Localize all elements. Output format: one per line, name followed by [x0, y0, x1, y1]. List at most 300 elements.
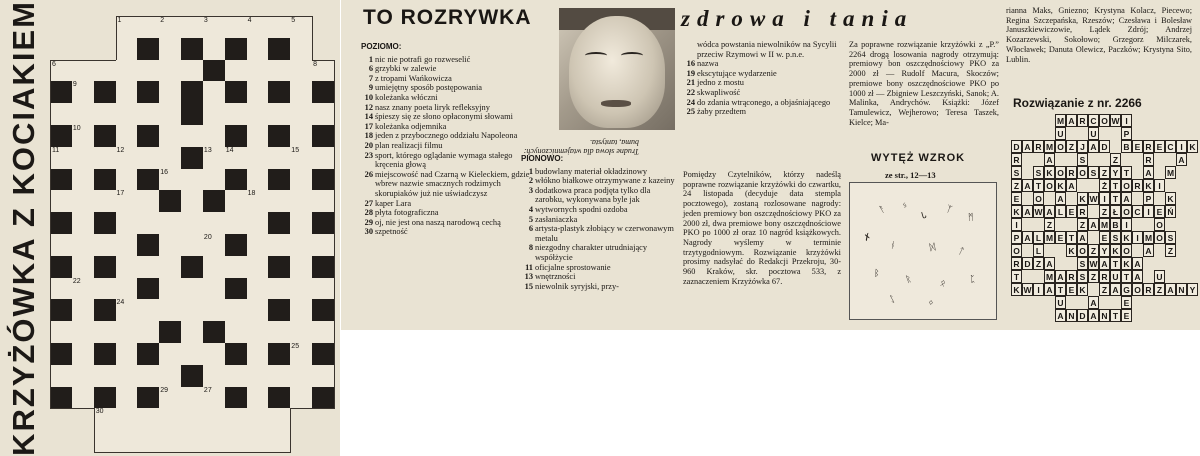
solution-cell: A — [1022, 205, 1033, 218]
solution-cell: N — [1066, 309, 1077, 322]
white-cell — [181, 169, 204, 192]
clue-number: 14 — [364, 112, 373, 122]
black-cell — [181, 38, 204, 61]
solution-cell: C — [1132, 205, 1143, 218]
solution-cell: K — [1044, 166, 1055, 179]
white-cell — [72, 278, 95, 301]
white-cell — [159, 408, 182, 431]
cell-number: 18 — [247, 190, 256, 198]
white-cell — [203, 299, 226, 322]
clue-number: 16 — [686, 59, 695, 69]
clues-page — [341, 0, 1200, 330]
clue-text: artysta-plastyk złobiący w czerwonawym metalu — [535, 224, 674, 243]
clue-number: 28 — [364, 208, 373, 218]
solution-cell: I — [1143, 205, 1154, 218]
black-cell — [50, 256, 73, 279]
white-cell — [181, 387, 204, 410]
white-cell — [72, 81, 95, 104]
solution-grid — [1011, 114, 1196, 326]
clue-item — [683, 107, 843, 117]
white-cell — [116, 365, 139, 388]
solution-cell: K — [1077, 192, 1088, 205]
white-cell — [159, 103, 182, 126]
solution-cell: O — [1077, 166, 1088, 179]
white-cell — [290, 38, 313, 61]
white-cell — [312, 234, 335, 257]
clue-number: 15 — [524, 281, 533, 291]
white-cell — [159, 387, 182, 410]
black-cell — [50, 81, 73, 104]
white-cell — [247, 408, 270, 431]
white-cell — [203, 38, 226, 61]
clue-number: 4 — [528, 204, 533, 214]
black-cell — [268, 299, 291, 322]
black-cell — [268, 169, 291, 192]
black-cell — [312, 81, 335, 104]
solution-cell: G — [1121, 283, 1132, 296]
solution-cell: K — [1077, 283, 1088, 296]
white-cell — [268, 321, 291, 344]
solution-cell: T — [1121, 166, 1132, 179]
white-cell — [137, 408, 160, 431]
solution-cell: T — [1110, 192, 1121, 205]
solution-cell: O — [1055, 166, 1066, 179]
white-cell — [247, 365, 270, 388]
black-cell — [181, 256, 204, 279]
white-cell — [72, 212, 95, 235]
solution-cell: A — [1044, 257, 1055, 270]
pionowo-list — [521, 167, 677, 292]
solution-cell: M — [1100, 220, 1109, 230]
white-cell — [72, 190, 95, 213]
clue-item — [361, 74, 531, 84]
black-cell — [225, 125, 248, 148]
solution-cell: A — [1132, 257, 1143, 270]
white-cell — [203, 387, 226, 410]
solution-cell: K — [1121, 257, 1132, 270]
solution-cell: T — [1110, 179, 1121, 192]
white-cell — [159, 38, 182, 61]
solution-cell: O — [1154, 218, 1165, 231]
clue-number: 10 — [364, 92, 373, 102]
solution-cell: E — [1121, 309, 1132, 322]
white-cell — [247, 81, 270, 104]
solution-cell: I — [1011, 218, 1022, 231]
cell-number: 11 — [52, 146, 60, 154]
puzzle-glyph: ᛟ — [938, 278, 947, 290]
puzzle-glyph: ᛗ — [967, 212, 974, 224]
solution-cell: Y — [1099, 244, 1110, 257]
clue-text: budowlany materiał okładzinowy — [535, 166, 648, 176]
clue-number: 2 — [528, 176, 533, 186]
solution-cell: T — [1121, 270, 1132, 283]
white-cell — [116, 321, 139, 344]
white-cell — [72, 365, 95, 388]
clue-text: dodatkowa praca podjęta tylko dla zarobku, wykonywana byle jak — [535, 185, 651, 205]
white-cell — [268, 103, 291, 126]
white-cell — [116, 190, 139, 213]
solution-cell: O — [1121, 244, 1132, 257]
clue-item — [361, 218, 531, 228]
clue-text: wytwornych spodni ozdoba — [535, 204, 628, 214]
white-cell — [137, 16, 160, 39]
cell-number: 16 — [160, 168, 169, 176]
clue-item — [683, 78, 843, 88]
clue-text: oficjalne sprostowanie — [535, 262, 611, 272]
white-cell — [247, 190, 270, 213]
solution-cell: R — [1143, 140, 1154, 153]
white-cell — [116, 430, 139, 453]
white-cell — [290, 299, 313, 322]
solution-cell: M — [1045, 142, 1054, 152]
white-cell — [312, 190, 335, 213]
cell-number: 5 — [291, 17, 296, 24]
white-cell — [94, 365, 117, 388]
solution-cell: B — [1121, 140, 1132, 153]
white-cell — [94, 278, 117, 301]
white-cell — [312, 147, 335, 170]
solution-cell: D — [1099, 140, 1110, 153]
cell-number: 17 — [116, 190, 125, 198]
solution-cell: A — [1022, 231, 1033, 244]
clue-number: 29 — [364, 217, 373, 227]
clue-text: kaper Lara — [375, 198, 412, 208]
pionowo-label: PIONOWO: — [521, 154, 564, 163]
solution-cell: O — [1055, 140, 1066, 153]
white-cell — [290, 234, 313, 257]
white-cell — [290, 147, 313, 170]
white-cell — [225, 212, 248, 235]
solution-cell: K — [1011, 205, 1022, 218]
solution-cell: A — [1077, 231, 1088, 244]
solution-cell: S — [1165, 231, 1176, 244]
white-cell — [94, 234, 117, 257]
white-cell — [203, 430, 226, 453]
white-cell — [72, 60, 95, 83]
clue-text: nasz znany poeta liryk refleksyjny — [375, 102, 490, 112]
clue-item — [361, 112, 531, 122]
solution-cell: W — [1111, 116, 1120, 126]
clue-number: 8 — [528, 243, 533, 253]
clue-number: 22 — [686, 87, 695, 97]
solution-cell: Z — [1011, 179, 1022, 192]
white-cell — [203, 256, 226, 279]
clue-text: koleżanka odjemnika — [375, 121, 447, 131]
solution-cell: M — [1045, 233, 1054, 243]
white-cell — [203, 169, 226, 192]
puzzle-glyph: ᛒ — [873, 268, 880, 280]
cell-number: 13 — [203, 146, 212, 154]
solution-cell: I — [1132, 231, 1143, 244]
black-cell — [268, 212, 291, 235]
white-cell — [247, 103, 270, 126]
wytez-wzrok-subtitle: ze str., 12—13 — [885, 170, 936, 180]
solution-cell: K — [1143, 179, 1154, 192]
white-cell — [247, 169, 270, 192]
black-cell — [312, 212, 335, 235]
clue-text: miejscowość nad Czarną w Kieleckiem, gdzie wbrew nazwie smacznych rodzimych skorupiaków już nie uświadczysz — [375, 169, 530, 198]
clue-number: 5 — [528, 214, 533, 224]
clue-text: wnętrzności — [535, 272, 576, 282]
solution-cell: O — [1099, 114, 1110, 127]
white-cell — [116, 256, 139, 279]
clue-text: nazwa — [697, 59, 719, 69]
black-cell — [50, 169, 73, 192]
white-cell — [181, 299, 204, 322]
crossword-title — [4, 0, 44, 456]
white-cell — [247, 343, 270, 366]
white-cell — [116, 278, 139, 301]
solution-cell: I — [1121, 114, 1132, 127]
crossword-page — [0, 0, 340, 456]
white-cell — [116, 387, 139, 410]
solution-cell: A — [1022, 179, 1033, 192]
solution-cell: U — [1055, 296, 1066, 309]
solution-cell: K — [1055, 179, 1066, 192]
solution-cell: S — [1033, 166, 1044, 179]
solution-cell: T — [1110, 309, 1121, 322]
solution-cell: R — [1011, 153, 1022, 166]
solution-cell: Y — [1187, 283, 1198, 296]
solution-cell: S — [1077, 257, 1088, 270]
white-cell — [72, 256, 95, 279]
solution-cell: A — [1044, 153, 1055, 166]
kitten-photo — [559, 8, 675, 130]
white-cell — [159, 365, 182, 388]
black-cell — [159, 321, 182, 344]
solution-cell: R — [1143, 283, 1154, 296]
solution-cell: Z — [1088, 270, 1099, 283]
white-cell — [247, 299, 270, 322]
black-cell — [137, 38, 160, 61]
clue-number: 13 — [524, 272, 533, 282]
clue-number: 17 — [364, 121, 373, 131]
white-cell — [290, 212, 313, 235]
white-cell — [225, 190, 248, 213]
puzzle-glyph: ᛞ — [929, 242, 937, 254]
white-cell — [290, 321, 313, 344]
white-cell — [225, 299, 248, 322]
black-cell — [181, 365, 204, 388]
white-cell — [159, 16, 182, 39]
black-cell — [137, 169, 160, 192]
cell-number: 20 — [203, 234, 212, 241]
white-cell — [159, 343, 182, 366]
white-cell — [159, 278, 182, 301]
white-cell — [247, 321, 270, 344]
solution-cell: E — [1011, 192, 1022, 205]
solution-cell: K — [1011, 283, 1022, 296]
white-cell — [50, 234, 73, 257]
winners-list: rianna Maks, Gniezno; Krystyna Kolacz, Piecewo; Regina Szczepańska, Rzeszów; Czesława i Bolesław Januszkiewiczowie, Lądek Zdrój; Andrzej Kozarzewski, Sokołowo; Grzegorz Milczarek, Włocławek; Danuta Olewicz, Paczków; Krystyna Sito, Lublin. — [1006, 6, 1192, 64]
clue-text: do zdania wtrąconego, a objaśniającego — [697, 97, 831, 107]
white-cell — [159, 81, 182, 104]
white-cell — [247, 212, 270, 235]
puzzle-glyph: ✗ — [862, 231, 874, 245]
solution-cell: M — [1045, 272, 1054, 282]
white-cell — [181, 234, 204, 257]
solution-cell: Z — [1077, 218, 1088, 231]
solution-cell: R — [1033, 140, 1044, 153]
white-cell — [225, 321, 248, 344]
white-cell — [268, 430, 291, 453]
white-cell — [247, 234, 270, 257]
solution-cell: R — [1132, 179, 1143, 192]
clue-number: 23 — [364, 150, 373, 160]
puzzle-glyph: ᚨ — [877, 204, 888, 216]
white-cell — [50, 103, 73, 126]
solution-cell: J — [1077, 140, 1088, 153]
clue-number: 11 — [525, 262, 533, 272]
photo-face — [569, 16, 665, 128]
solution-cell: Z — [1154, 283, 1165, 296]
solution-cell: R — [1066, 270, 1077, 283]
white-cell — [137, 321, 160, 344]
cell-number: 27 — [203, 386, 212, 394]
clue-number: 6 — [368, 64, 373, 74]
solution-cell: W — [1089, 194, 1098, 204]
black-cell — [181, 147, 204, 170]
black-cell — [225, 169, 248, 192]
white-cell — [72, 169, 95, 192]
cell-number: 25 — [291, 343, 300, 350]
wytez-wzrok-puzzle — [849, 182, 997, 320]
white-cell — [247, 387, 270, 410]
solution-cell: A — [1176, 153, 1187, 166]
cell-number: 9 — [72, 81, 77, 89]
white-cell — [116, 169, 139, 192]
white-cell — [116, 147, 139, 170]
white-cell — [72, 234, 95, 257]
crossword-title-text: KRZYŻÓWKA Z KOCIAKIEM — [6, 0, 41, 456]
solution-cell: K — [1121, 231, 1132, 244]
white-cell — [247, 147, 270, 170]
solution-cell: A — [1165, 283, 1176, 296]
white-cell — [290, 81, 313, 104]
poziomo-label: POZIOMO: — [361, 42, 402, 51]
white-cell — [50, 278, 73, 301]
white-cell — [203, 81, 226, 104]
black-cell — [50, 125, 73, 148]
white-cell — [203, 103, 226, 126]
solution-cell: A — [1143, 244, 1154, 257]
cell-number: 4 — [247, 17, 252, 24]
cell-number: 10 — [72, 125, 81, 132]
white-cell — [116, 38, 139, 61]
black-cell — [268, 81, 291, 104]
white-cell — [312, 278, 335, 301]
clue-number: 9 — [368, 83, 373, 93]
black-cell — [50, 387, 73, 410]
cell-number: 24 — [116, 299, 125, 307]
solution-cell: I — [1154, 179, 1165, 192]
cell-number: 30 — [95, 408, 104, 416]
white-cell — [290, 103, 313, 126]
clue-number: 27 — [364, 198, 373, 208]
white-cell — [268, 190, 291, 213]
solution-cell: E — [1121, 296, 1132, 309]
white-cell — [116, 81, 139, 104]
solution-cell: T — [1066, 231, 1077, 244]
black-cell — [268, 387, 291, 410]
cell-number: 14 — [225, 146, 234, 154]
solution-cell: M — [1056, 116, 1065, 126]
solution-cell: B — [1110, 218, 1121, 231]
white-cell — [50, 60, 73, 83]
puzzle-glyph: ᛃ — [901, 200, 908, 212]
white-cell — [181, 16, 204, 39]
white-cell — [290, 343, 313, 366]
white-cell — [50, 321, 73, 344]
white-cell — [181, 212, 204, 235]
solution-cell: E — [1066, 283, 1077, 296]
white-cell — [116, 103, 139, 126]
solution-cell: T — [1011, 270, 1022, 283]
puzzle-glyph: ᛏ — [956, 246, 966, 258]
white-cell — [116, 212, 139, 235]
solution-cell: Z — [1033, 257, 1044, 270]
white-cell — [137, 190, 160, 213]
white-cell — [203, 16, 226, 39]
clue-item — [361, 199, 531, 209]
white-cell — [159, 299, 182, 322]
white-cell — [203, 343, 226, 366]
header-title: TO ROZRYWKA — [363, 6, 532, 29]
black-cell — [268, 256, 291, 279]
black-cell — [50, 343, 73, 366]
clue-text: zasłaniaczka — [535, 214, 578, 224]
clue-number: 30 — [364, 227, 373, 237]
solution-cell: O — [1044, 179, 1055, 192]
solution-cell: A — [1121, 192, 1132, 205]
white-cell — [94, 190, 117, 213]
clue-item — [521, 215, 677, 225]
white-cell — [247, 278, 270, 301]
black-cell — [268, 38, 291, 61]
solution-cell: A — [1055, 309, 1066, 322]
white-cell — [247, 60, 270, 83]
solution-cell: A — [1066, 114, 1077, 127]
white-cell — [137, 365, 160, 388]
header-subtitle: zdrowa i tania — [681, 6, 914, 31]
white-cell — [181, 430, 204, 453]
white-cell — [137, 212, 160, 235]
black-cell — [225, 278, 248, 301]
solution-cell: L — [1033, 231, 1044, 244]
white-cell — [181, 278, 204, 301]
clue-number: 25 — [686, 107, 695, 117]
white-cell — [312, 60, 335, 83]
solution-cell: A — [1022, 140, 1033, 153]
white-cell — [312, 321, 335, 344]
black-cell — [137, 125, 160, 148]
white-cell — [247, 256, 270, 279]
black-cell — [203, 321, 226, 344]
black-cell — [268, 343, 291, 366]
clue-continued — [683, 40, 843, 59]
white-cell — [312, 103, 335, 126]
clue-text: jeden z przybocznego oddziału Napoleona — [375, 131, 518, 141]
white-cell — [290, 278, 313, 301]
solution-cell: O — [1077, 244, 1088, 257]
black-cell — [225, 81, 248, 104]
white-cell — [50, 190, 73, 213]
clue-item — [683, 59, 843, 69]
clue-item — [521, 176, 677, 186]
black-cell — [225, 387, 248, 410]
solution-cell: Z — [1088, 244, 1099, 257]
clue-text: oj, nie jest ona naszą narodową cechą — [375, 217, 501, 227]
